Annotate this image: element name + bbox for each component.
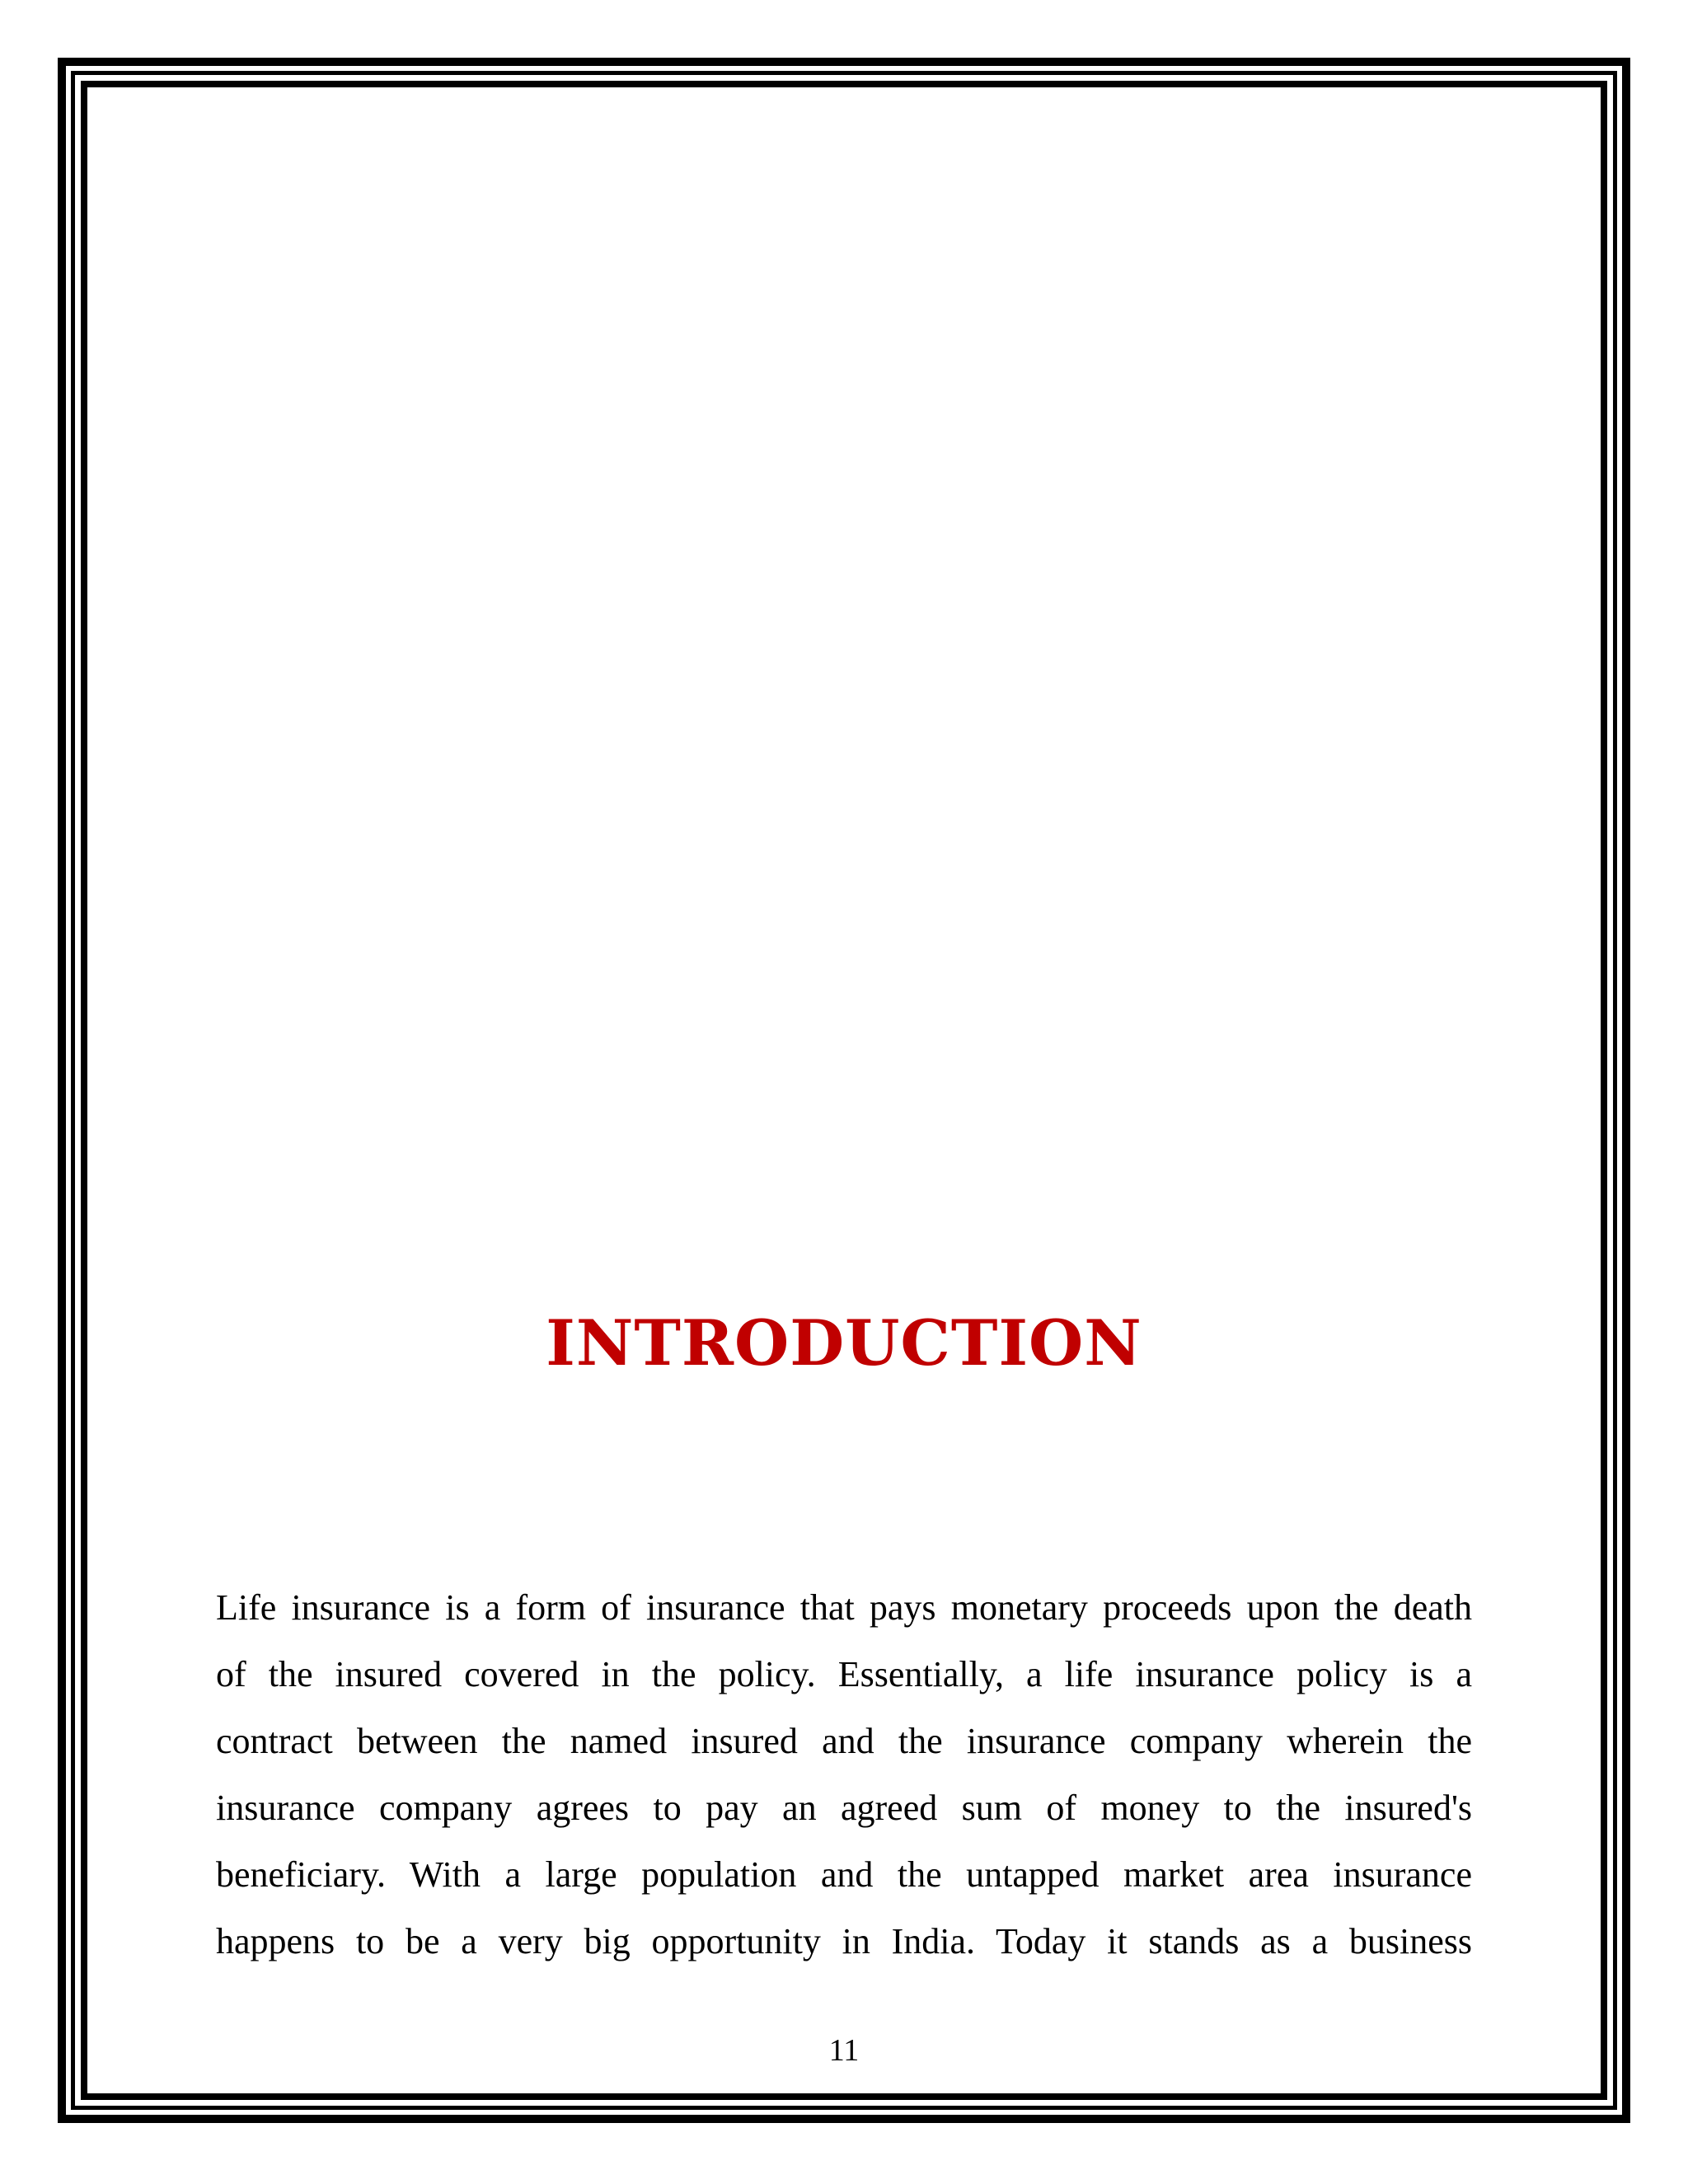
chapter-heading: INTRODUCTION xyxy=(546,1306,1142,1380)
body-paragraph xyxy=(216,1574,1472,1975)
body-line: beneficiary. With a large population and the untapped market area insurance xyxy=(216,1854,1472,1895)
body-line: happens to be a very big opportunity in India. Today it stands as a business xyxy=(216,1921,1472,1961)
body-line: contract between the named insured and the insurance company wherein the xyxy=(216,1721,1472,1761)
body-line: of the insured covered in the policy. Essentially, a life insurance policy is a xyxy=(216,1654,1472,1694)
body-line: Life insurance is a form of insurance that pays monetary proceeds upon the death xyxy=(216,1587,1472,1628)
page-number: 11 xyxy=(828,2033,860,2068)
body-line: insurance company agrees to pay an agreed sum of money to the insured's xyxy=(216,1788,1472,1828)
